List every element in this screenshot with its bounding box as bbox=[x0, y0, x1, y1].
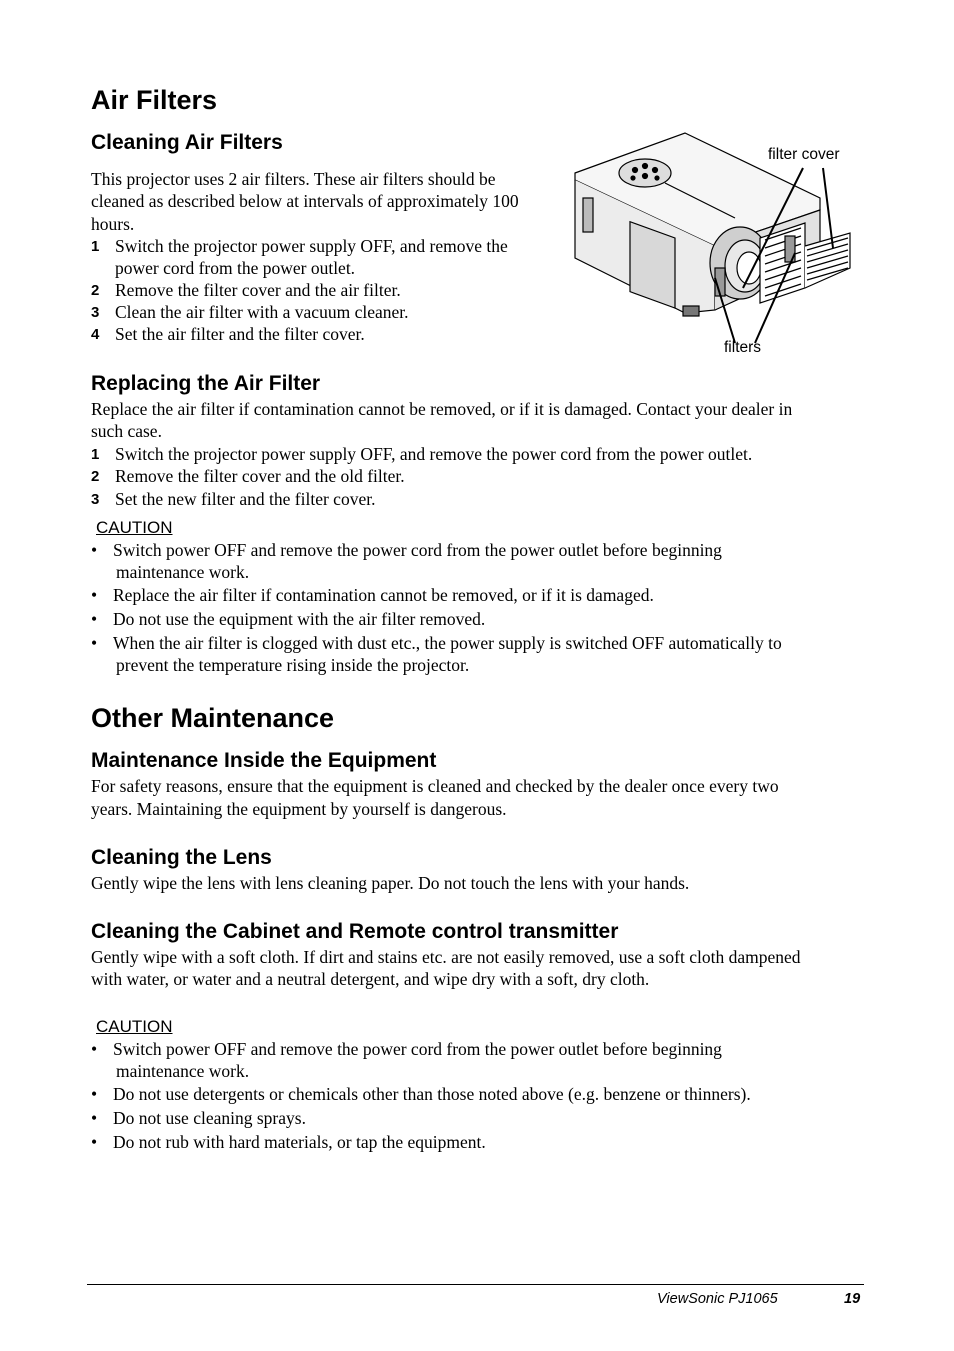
replacing-intro-line-1: Replace the air filter if contamination cannot be removed, or if it is damaged. Contact your dealer in bbox=[91, 399, 793, 419]
cabinet-line-2: with water, or water and a neutral detergent, and wipe dry with a soft, dry cloth. bbox=[91, 969, 650, 989]
step-number: 3 bbox=[91, 304, 100, 321]
step-text: Switch the projector power supply OFF, and remove the bbox=[115, 236, 508, 256]
label-filters: filters bbox=[724, 339, 762, 356]
step-text-cont: power cord from the power outlet. bbox=[115, 258, 356, 278]
caution-1-item bbox=[91, 633, 782, 676]
bullet-text: Switch power OFF and remove the power cord from the power outlet before beginning bbox=[113, 540, 722, 560]
footer-divider bbox=[87, 1284, 864, 1285]
bullet-text: Replace the air filter if contamination cannot be removed, or if it is damaged. bbox=[113, 585, 654, 605]
caution-2-item bbox=[91, 1132, 486, 1154]
bullet-icon: • bbox=[91, 633, 98, 653]
step-number: 2 bbox=[91, 468, 100, 485]
bullet-icon: • bbox=[91, 1039, 98, 1059]
bullet-text-cont: prevent the temperature rising inside the projector. bbox=[116, 654, 470, 675]
replacing-step-2 bbox=[91, 465, 405, 487]
caution-label-2: CAUTION bbox=[96, 1017, 173, 1036]
caution-1-item bbox=[91, 540, 722, 583]
cleaning-step-4 bbox=[91, 323, 365, 345]
replacing-intro-line-2: such case. bbox=[91, 421, 162, 441]
cleaning-intro-line-1: This projector uses 2 air filters. These air filters should be bbox=[91, 169, 496, 189]
caution-2-item bbox=[91, 1084, 751, 1106]
heading-cleaning-air-filters: Cleaning Air Filters bbox=[91, 131, 283, 154]
section-title-air-filters: Air Filters bbox=[91, 85, 218, 115]
bullet-icon: • bbox=[91, 1084, 98, 1104]
bullet-text: Switch power OFF and remove the power cord from the power outlet before beginning bbox=[113, 1039, 722, 1059]
step-number: 4 bbox=[91, 326, 100, 343]
heading-cleaning-lens: Cleaning the Lens bbox=[91, 846, 272, 869]
bullet-text: Do not use the equipment with the air filter removed. bbox=[113, 609, 486, 629]
lens-line-1: Gently wipe the lens with lens cleaning paper. Do not touch the lens with your hands. bbox=[91, 873, 690, 893]
cleaning-intro-line-3: hours. bbox=[91, 214, 135, 234]
step-text: Remove the filter cover and the old filter. bbox=[115, 466, 405, 486]
label-filter-cover: filter cover bbox=[768, 146, 840, 163]
bullet-icon: • bbox=[91, 609, 98, 629]
bullet-text: Do not rub with hard materials, or tap the equipment. bbox=[113, 1132, 486, 1152]
heading-cleaning-cabinet: Cleaning the Cabinet and Remote control transmitter bbox=[91, 920, 619, 943]
bullet-text: When the air filter is clogged with dust etc., the power supply is switched OFF automatically to bbox=[113, 633, 782, 653]
projector-illustration bbox=[565, 128, 865, 364]
step-number: 1 bbox=[91, 446, 100, 463]
caution-2-item bbox=[91, 1039, 722, 1082]
step-text: Clean the air filter with a vacuum cleaner. bbox=[115, 302, 409, 322]
inside-line-2: years. Maintaining the equipment by yourself is dangerous. bbox=[91, 799, 507, 819]
bullet-text-cont: maintenance work. bbox=[116, 1060, 250, 1081]
cleaning-intro-line-2: cleaned as described below at intervals of approximately 100 bbox=[91, 191, 519, 211]
heading-replacing-air-filter: Replacing the Air Filter bbox=[91, 372, 321, 395]
step-text: Remove the filter cover and the air filter. bbox=[115, 280, 401, 300]
replacing-step-3 bbox=[91, 488, 375, 510]
footer-brand: ViewSonic PJ1065 bbox=[657, 1291, 778, 1307]
bullet-text: Do not use detergents or chemicals other than those noted above (e.g. benzene or thinners). bbox=[113, 1084, 751, 1104]
section-title-other-maintenance: Other Maintenance bbox=[91, 703, 335, 733]
caution-label-1: CAUTION bbox=[96, 518, 173, 537]
caution-1-item bbox=[91, 585, 654, 607]
bullet-icon: • bbox=[91, 540, 98, 560]
cleaning-step-2 bbox=[91, 279, 401, 301]
cleaning-step-1 bbox=[91, 235, 508, 279]
heading-maintenance-inside: Maintenance Inside the Equipment bbox=[91, 749, 437, 772]
cleaning-step-3 bbox=[91, 301, 408, 323]
bullet-text-cont: maintenance work. bbox=[116, 561, 250, 582]
page-number: 19 bbox=[844, 1291, 861, 1307]
bullet-icon: • bbox=[91, 1108, 98, 1128]
step-number: 1 bbox=[91, 238, 100, 255]
caution-2-item bbox=[91, 1108, 306, 1130]
inside-line-1: For safety reasons, ensure that the equipment is cleaned and checked by the dealer once every two bbox=[91, 776, 779, 796]
bullet-text: Do not use cleaning sprays. bbox=[113, 1108, 306, 1128]
caution-1-item bbox=[91, 609, 485, 631]
replacing-step-1 bbox=[91, 443, 752, 465]
step-text: Switch the projector power supply OFF, and remove the power cord from the power outlet. bbox=[115, 444, 753, 464]
step-number: 2 bbox=[91, 282, 100, 299]
step-text: Set the air filter and the filter cover. bbox=[115, 324, 365, 344]
step-number: 3 bbox=[91, 491, 100, 508]
bullet-icon: • bbox=[91, 1132, 98, 1152]
step-text: Set the new filter and the filter cover. bbox=[115, 489, 376, 509]
bullet-icon: • bbox=[91, 585, 98, 605]
cabinet-line-1: Gently wipe with a soft cloth. If dirt and stains etc. are not easily removed, use a soft cloth dampened bbox=[91, 947, 801, 967]
